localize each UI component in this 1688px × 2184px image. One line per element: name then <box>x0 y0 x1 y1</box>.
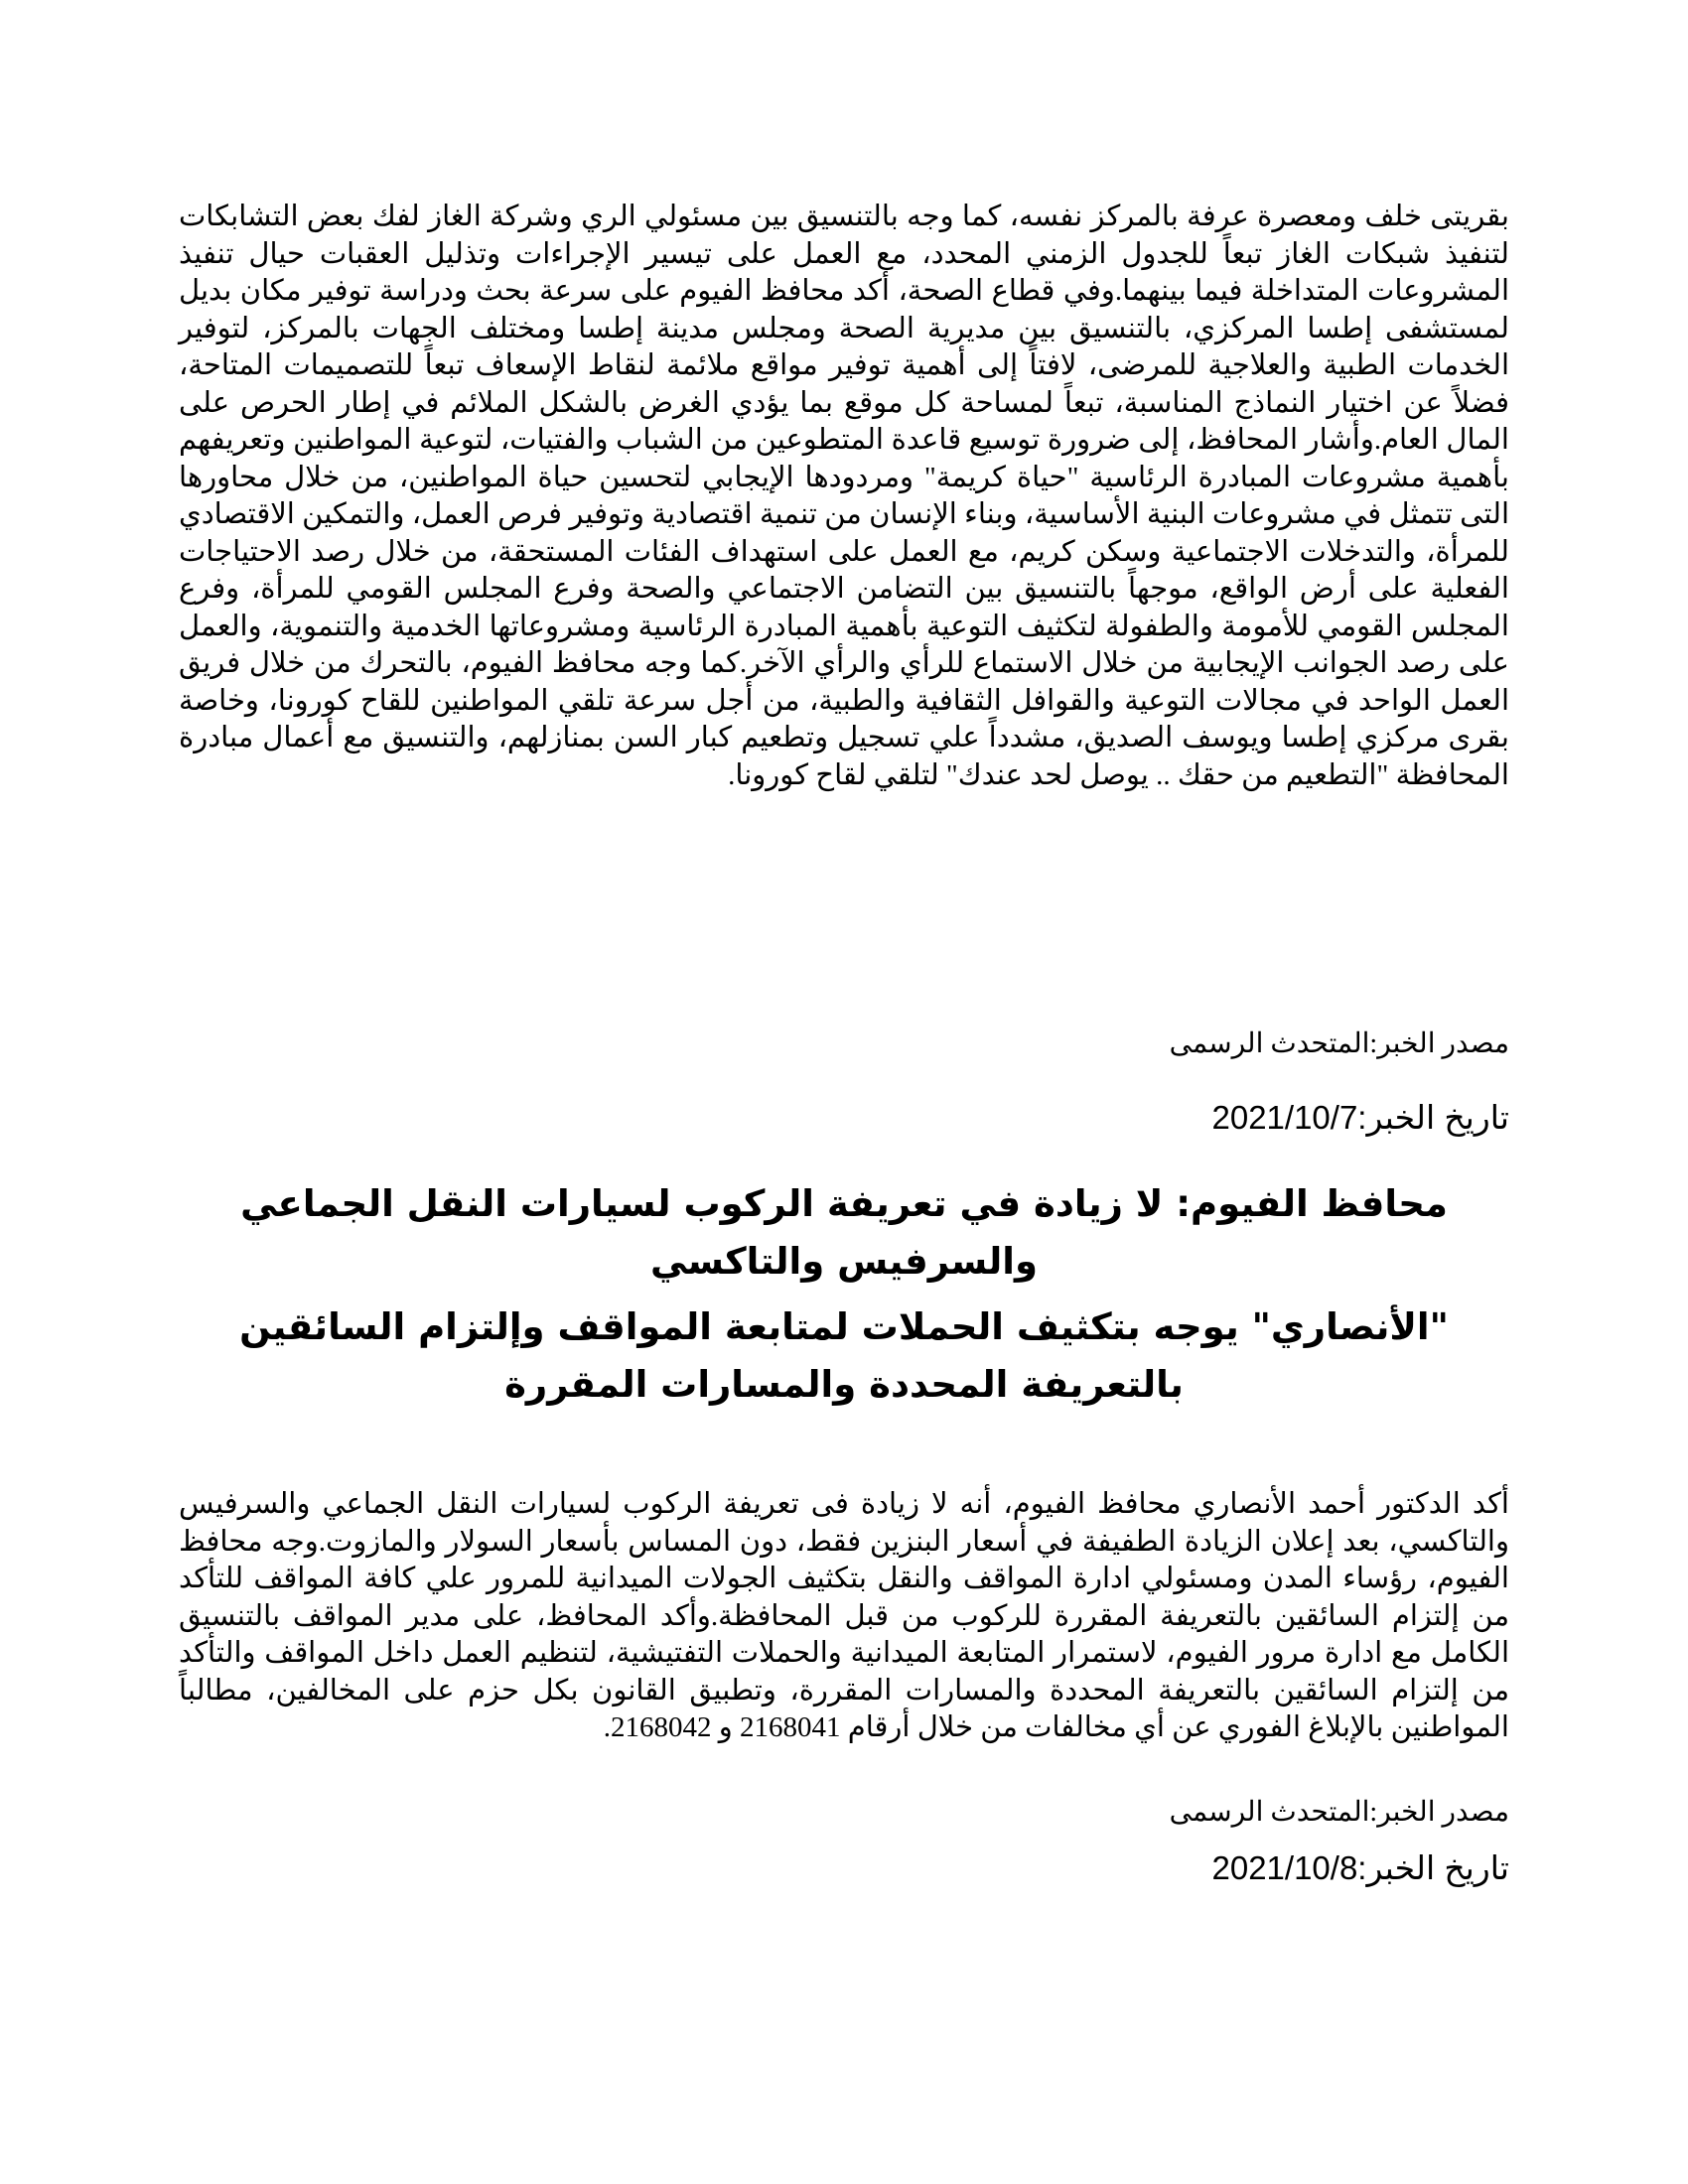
article-2-date: تاريخ الخبر:2021/10/8 <box>1211 1849 1509 1886</box>
article-2-subheadline: "الأنصاري" يوجه بتكثيف الحملات لمتابعة المواقف وإلتزام السائقين بالتعريفة المحددة والمسارات المقررة <box>239 1305 1449 1406</box>
article-2-source: مصدر الخبر:المتحدث الرسمى <box>1169 1797 1509 1828</box>
article-2-body: أكد الدكتور أحمد الأنصاري محافظ الفيوم، أنه لا زيادة فى تعريفة الركوب لسيارات النقل الجماعي والسرفيس والتاكسي، بعد إعلان الزيادة الطفيفة في أسعار البنزين فقط، دون المساس بأسعار السولار والمازوت.وجه محافظ الفيوم، رؤساء المدن ومسئولي ادارة المواقف والنقل بتكثيف الجولات الميدانية للمرور علي كافة المواقف للتأكد من إلتزام السائقين بالتعريفة المقررة للركوب من قبل المحافظة.وأكد المحافظ، على مدير المواقف بالتنسيق الكامل مع ادارة مرور الفيوم، لاستمرار المتابعة الميدانية والحملات التفتيشية، لتنظيم العمل داخل المواقف والتأكد من إلتزام السائقين بالتعريفة المحددة والمسارات المقررة، وتطبيق القانون بكل حزم على المخالفين، مطالباً المواطنين بالإبلاغ الفوري عن أي مخالفات من خلال أرقام 2168041 و 2168042. <box>179 1488 1509 1743</box>
article-2-headline-block <box>179 1175 1509 1291</box>
article-2-headline: محافظ الفيوم: لا زيادة في تعريفة الركوب لسيارات النقل الجماعي والسرفيس والتاكسي <box>240 1182 1448 1283</box>
article-1-date: تاريخ الخبر:2021/10/7 <box>1211 1099 1509 1136</box>
article-1-body: بقريتى خلف ومعصرة عرفة بالمركز نفسه، كما وجه بالتنسيق بين مسئولي الري وشركة الغاز لفك بعض التشابكات لتنفيذ شبكات الغاز تبعاً للجدول الزمني المحدد، مع العمل على تيسير الإجراءات وتذليل العقبات حيال تنفيذ المشروعات المتداخلة فيما بينهما.وفي قطاع الصحة، أكد محافظ الفيوم على سرعة بحث ودراسة توفير مكان بديل لمستشفى إطسا المركزي، بالتنسيق بين مديرية الصحة ومجلس مدينة إطسا ومختلف الجهات بالمركز، لتوفير الخدمات الطبية والعلاجية للمرضى، لافتاً إلى أهمية توفير مواقع ملائمة لنقاط الإسعاف تبعاً للتصميمات المتاحة، فضلاً عن اختيار النماذج المناسبة، تبعاً لمساحة كل موقع بما يؤدي الغرض بالشكل الملائم في إطار الحرص على المال العام.وأشار المحافظ، إلى ضرورة توسيع قاعدة المتطوعين من الشباب والفتيات، لتوعية المواطنين وتعريفهم بأهمية مشروعات المبادرة الرئاسية "حياة كريمة" ومردودها الإيجابي لتحسين حياة المواطنين، من خلال محاورها التى تتمثل في مشروعات البنية الأساسية، وبناء الإنسان من تنمية اقتصادية وتوفير فرص العمل، والتمكين الاقتصادي للمرأة، والتدخلات الاجتماعية وسكن كريم، مع العمل على استهداف الفئات المستحقة، من خلال رصد الاحتياجات الفعلية على أرض الواقع، موجهاً بالتنسيق بين التضامن الاجتماعي والصحة وفرع المجلس القومي للمرأة، وفرع المجلس القومي للأمومة والطفولة لتكثيف التوعية بأهمية المبادرة الرئاسية ومشروعاتها الخدمية والتنموية، والعمل على رصد الجوانب الإيجابية من خلال الاستماع للرأي والرأي الآخر.كما وجه محافظ الفيوم، بالتحرك من خلال فريق العمل الواحد في مجالات التوعية والقوافل الثقافية والطبية، من أجل سرعة تلقي المواطنين للقاح كورونا، وخاصة بقرى مركزي إطسا ويوسف الصديق، مشدداً علي تسجيل وتطعيم كبار السن بمنازلهم، والتنسيق مع أعمال مبادرة المحافظة "التطعيم من حقك .. يوصل لحد عندك" لتلقي لقاح كورونا. <box>179 201 1509 791</box>
article-2-subheadline-block <box>179 1298 1509 1414</box>
article-1-source: مصدر الخبر:المتحدث الرسمى <box>1169 1028 1509 1059</box>
